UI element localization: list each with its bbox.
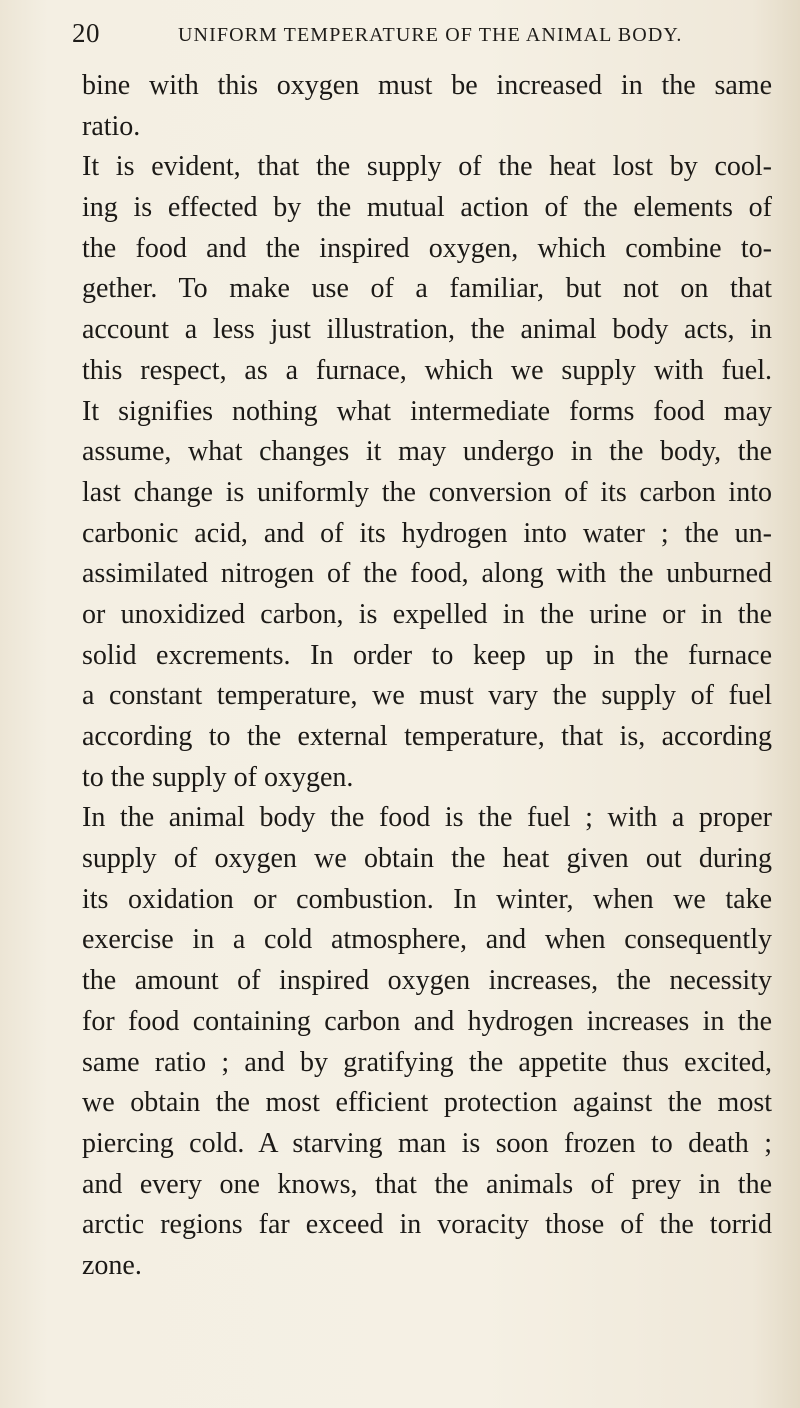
text-line-21: its oxidation or combustion. In winter, when we take: [82, 883, 772, 915]
text-line-20: supply of oxygen we obtain the heat given out during: [82, 843, 772, 875]
text-line-1: bine with this oxygen must be increased in the same: [82, 70, 772, 101]
text-line-18: to the supply of oxygen.: [82, 761, 354, 793]
text-line-19: In the animal body the food is the fuel ; with a proper: [82, 802, 772, 834]
text-line-7: account a less just illustration, the animal body acts, in: [82, 314, 772, 346]
text-line-23: the amount of inspired oxygen increases, the necessity: [82, 965, 772, 997]
text-line-6: gether. To make use of a familiar, but not on that: [82, 273, 772, 305]
text-line-9: It signifies nothing what intermediate forms food may: [82, 395, 772, 427]
text-line-8: this respect, as a furnace, which we supply with fuel.: [82, 354, 772, 386]
text-line-10: assume, what changes it may undergo in the body, the: [82, 436, 772, 468]
text-line-14: or unoxidized carbon, is expelled in the urine or in the: [82, 598, 772, 630]
text-line-17: according to the external temperature, that is, according: [82, 721, 772, 752]
text-line-28: and every one knows, that the animals of prey in the: [82, 1168, 772, 1200]
text-line-22: exercise in a cold atmosphere, and when consequently: [82, 924, 772, 956]
text-line-24: for food containing carbon and hydrogen increases in the: [82, 1005, 772, 1037]
text-line-25: same ratio ; and by gratifying the appetite thus excited,: [82, 1046, 772, 1078]
text-line-11: last change is uniformly the conversion of its carbon into: [82, 476, 772, 508]
text-line-27: piercing cold. A starving man is soon frozen to death ;: [82, 1127, 772, 1159]
text-line-2: ratio.: [82, 110, 141, 142]
text-line-3: It is evident, that the supply of the heat lost by cool-: [82, 151, 772, 183]
text-line-13: assimilated nitrogen of the food, along with the unburned: [82, 558, 772, 590]
page-header: [72, 14, 772, 54]
text-line-26: we obtain the most efficient protection against the most: [82, 1087, 772, 1119]
text-line-29: arctic regions far exceed in voracity those of the torrid: [82, 1209, 772, 1241]
page-number: 20: [72, 18, 100, 48]
text-line-12: carbonic acid, and of its hydrogen into water ; the un-: [82, 517, 772, 549]
body-text: [82, 66, 772, 1287]
text-line-15: solid excrements. In order to keep up in the furnace: [82, 639, 772, 671]
text-line-4: ing is effected by the mutual action of the elements of: [82, 192, 772, 224]
text-line-30: zone.: [82, 1249, 142, 1281]
text-line-16: a constant temperature, we must vary the supply of fuel: [82, 680, 772, 712]
text-line-5: the food and the inspired oxygen, which combine to-: [82, 232, 772, 264]
running-head: UNIFORM TEMPERATURE OF THE ANIMAL BODY.: [178, 24, 683, 46]
